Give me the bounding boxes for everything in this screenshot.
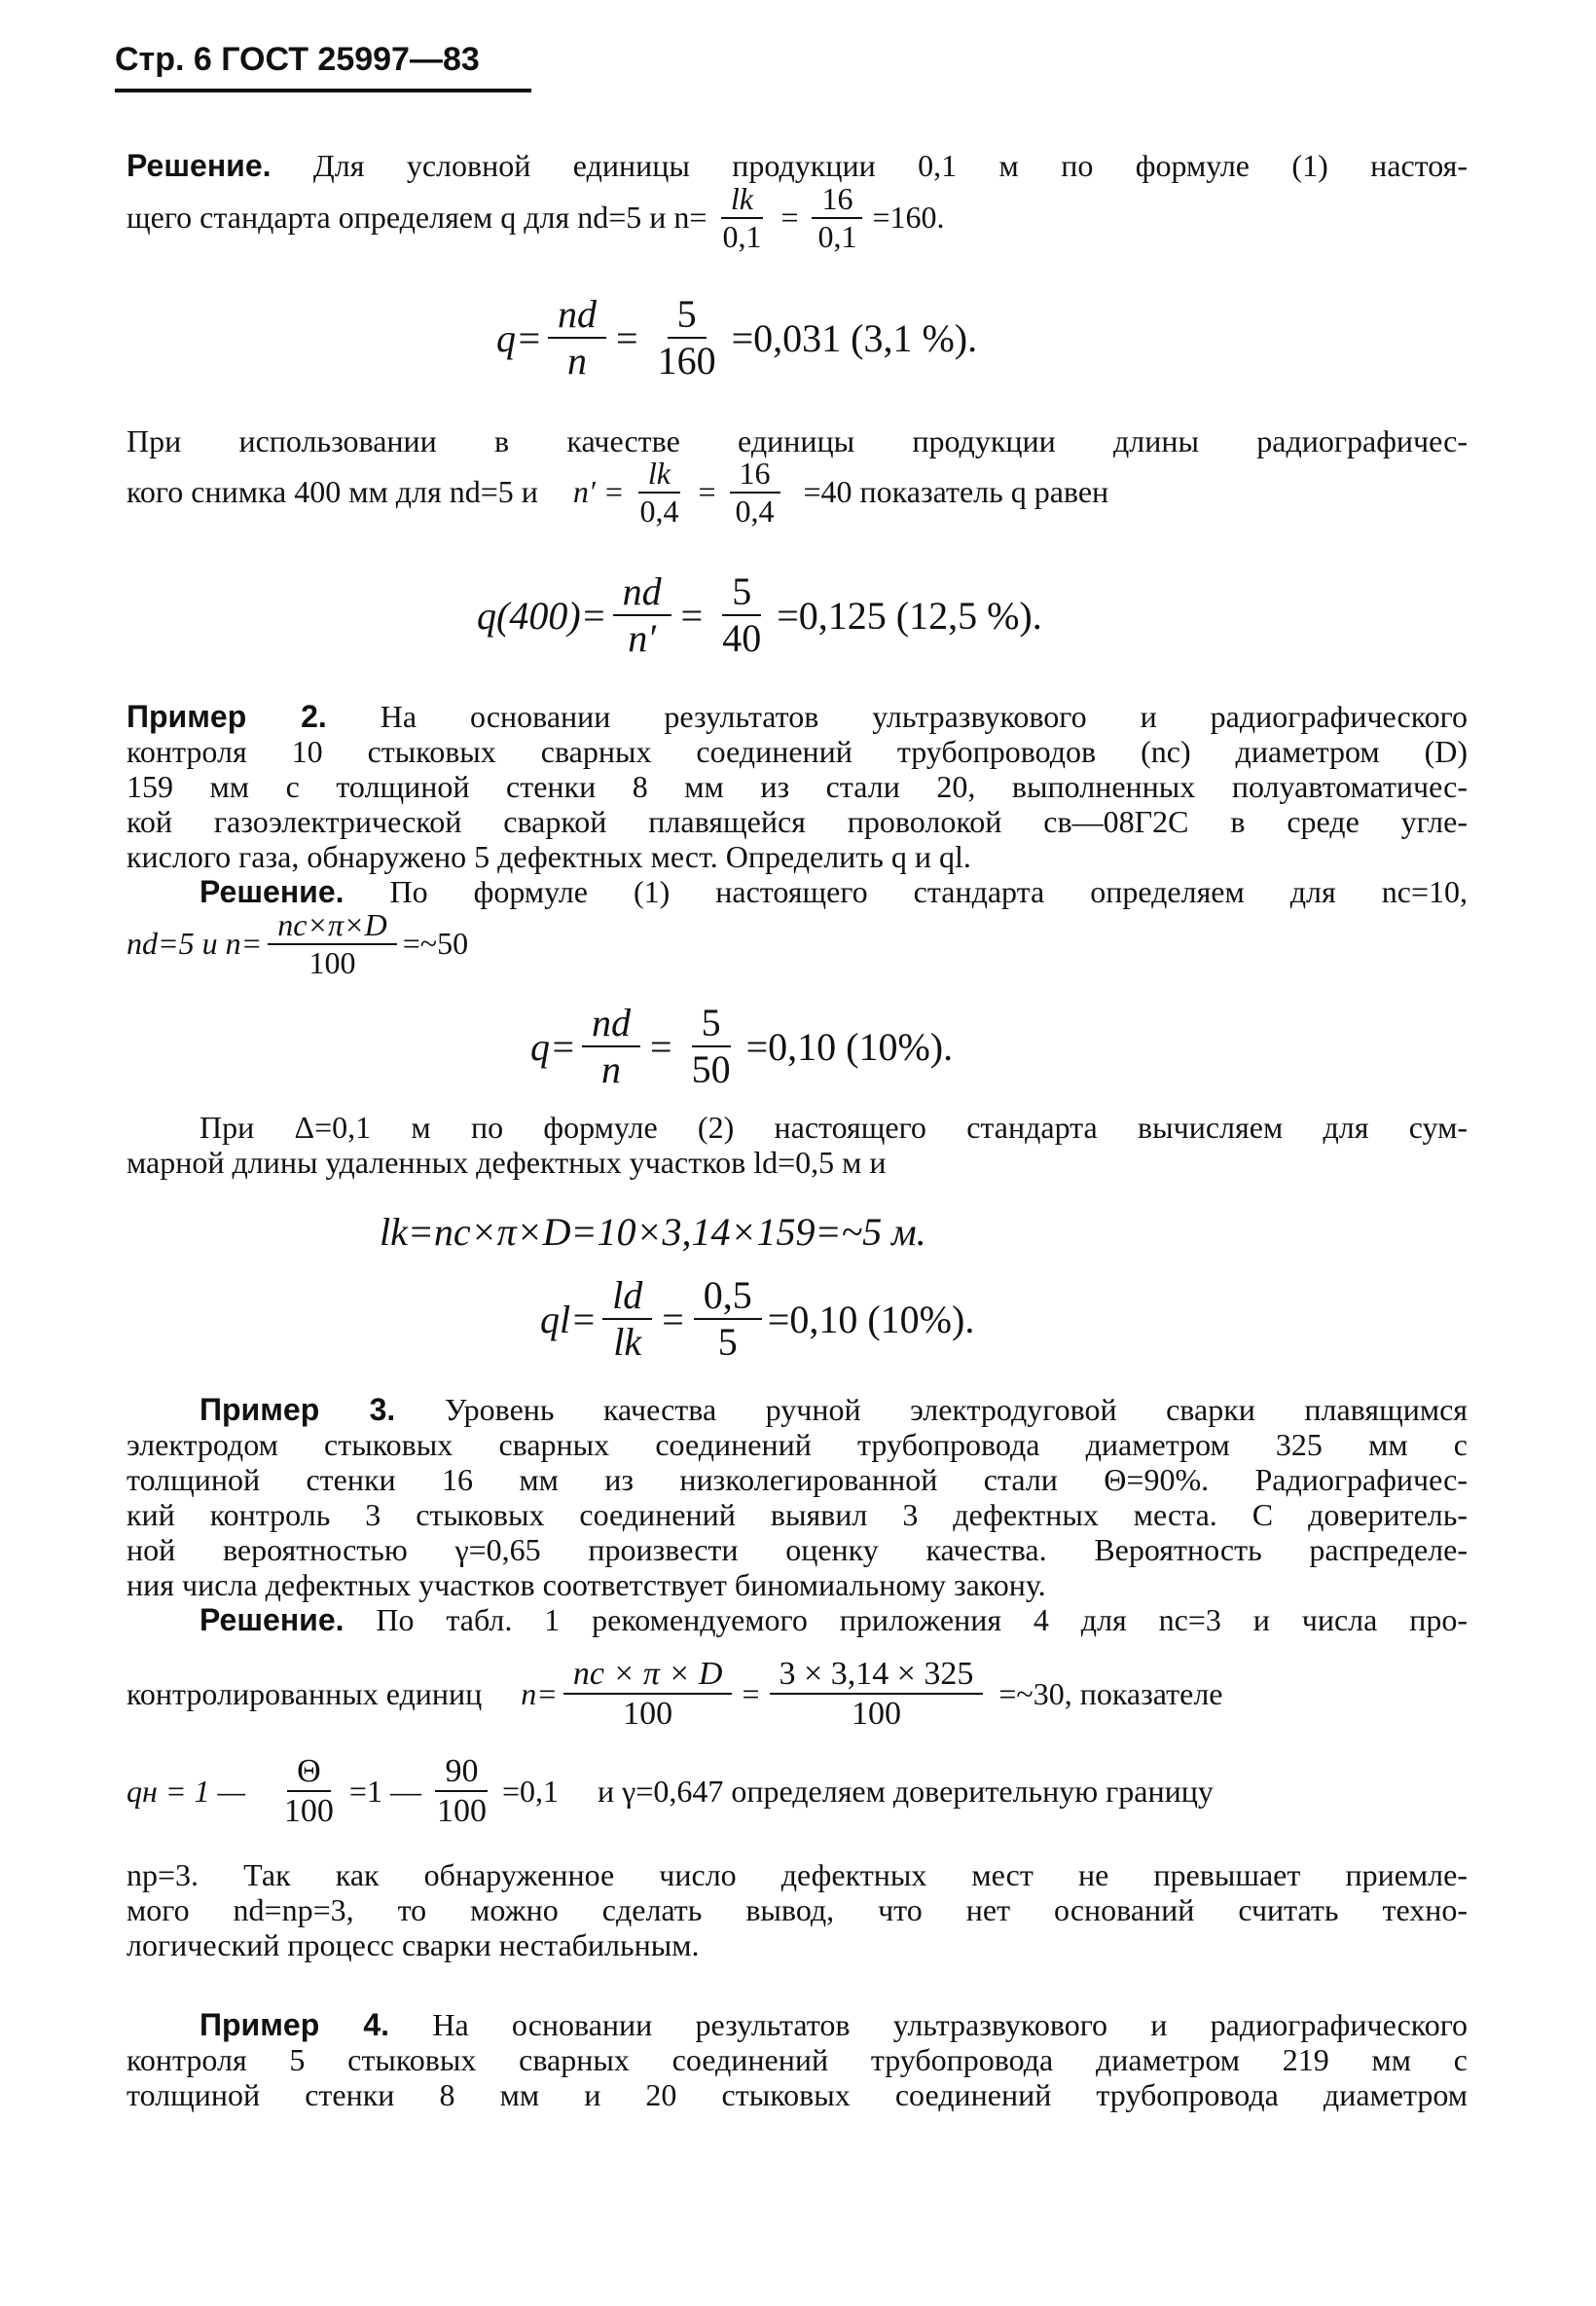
fraction-numerator: 16: [812, 181, 862, 219]
n-result: =~50: [402, 926, 469, 962]
fraction-denominator: n: [601, 1047, 621, 1091]
fraction-denominator: 0,4: [735, 493, 775, 529]
fraction-numerator: 3 × 3,14 × 325: [770, 1655, 984, 1695]
fraction-denominator: 0,1: [722, 218, 762, 254]
n-prime: n′ =: [572, 474, 625, 510]
ex3-line-4: кий контроль 3 стыковых соединений выявил 3 дефектных места. С доверитель-: [127, 1497, 1468, 1532]
formula-lhs: q=: [496, 315, 542, 360]
n-result: =~30, показателе: [998, 1675, 1223, 1711]
fraction-numerator: lk: [638, 456, 680, 494]
ctrl-prefix: контролированных единиц: [127, 1675, 483, 1711]
fraction-denominator: 100: [436, 1793, 487, 1830]
p400-tail: =40 показатель q равен: [803, 474, 1109, 510]
ex4-line-1: [200, 2007, 1468, 2043]
fraction: [630, 456, 688, 530]
ex4-text-1: На основании результатов ультразвукового и радиографического: [432, 2007, 1469, 2042]
ex2-solution-line: [200, 874, 1468, 910]
formula-result: =0,031 (3,1 %).: [731, 315, 978, 360]
fraction-denominator: 100: [283, 1793, 334, 1830]
formula-text: lk=nc×π×D=10×3,14×159=~5 м.: [380, 1210, 926, 1254]
equals-sign: =: [742, 1675, 760, 1711]
fraction-numerator: nd: [613, 569, 671, 616]
ex2-line-2: контроля 10 стыковых сварных соединений трубопроводов (nc) диаметром (D): [127, 734, 1468, 769]
example-label: Пример 3.: [200, 1392, 396, 1427]
fraction: [682, 1001, 741, 1092]
example-label: Пример 4.: [200, 2007, 390, 2042]
solution-label: Решение.: [200, 874, 345, 909]
fraction-numerator: nc×π×D: [268, 907, 397, 945]
qn-mid: =1 —: [348, 1773, 421, 1809]
fraction-numerator: Θ: [287, 1752, 331, 1792]
n-lhs: n=: [521, 1675, 558, 1711]
p400-line-1: При использовании в качестве единицы продукции длины радиографичес-: [127, 423, 1468, 458]
fraction: [726, 456, 784, 530]
sol1-result: =160.: [872, 200, 945, 236]
formula-q-ex2: [530, 1001, 953, 1092]
ex2-solution-text: По формуле (1) настоящего стандарта определяем для nc=10,: [389, 874, 1469, 909]
sol1-line-2: [127, 181, 945, 255]
page-header: Стр. 6 ГОСТ 25997—83: [115, 41, 531, 92]
qn-result: =0,1: [501, 1773, 560, 1809]
equals-sign: =: [680, 593, 704, 638]
ex3-line-6: ния числа дефектных участков соответствует биномиальному закону.: [127, 1567, 1046, 1602]
formula-result: =0,125 (12,5 %).: [777, 593, 1042, 638]
fraction-denominator: n′: [628, 616, 657, 660]
formula-lhs: q=: [530, 1024, 576, 1069]
formula-result: =0,10 (10%).: [745, 1024, 954, 1069]
fraction-denominator: lk: [613, 1320, 642, 1364]
ex2-delta-line-2: марной длины удаленных дефектных участков ld=0,5 м и: [127, 1145, 887, 1180]
fraction-numerator: lk: [721, 181, 763, 219]
formula-result: =0,10 (10%).: [767, 1297, 975, 1341]
ex2-n-line: [127, 907, 468, 981]
fraction: [563, 1655, 733, 1733]
fraction-denominator: 100: [308, 944, 356, 980]
sol1-text-2: щего стандарта определяем q для nd=5 и n=: [127, 200, 707, 236]
fraction-denominator: 40: [722, 616, 762, 660]
fraction-denominator: 100: [851, 1696, 901, 1733]
fraction-denominator: n: [567, 339, 587, 383]
fraction-denominator: 0,1: [817, 218, 857, 254]
fraction-numerator: 5: [692, 1001, 731, 1047]
fraction: [602, 1273, 652, 1365]
ex2-line-1: [127, 699, 1468, 735]
ex3-qn-line: [127, 1752, 1214, 1830]
fraction-numerator: 90: [435, 1752, 488, 1792]
fraction-numerator: 5: [668, 292, 707, 339]
fraction-numerator: nd: [548, 292, 606, 339]
qn-lhs: qн = 1 —: [127, 1773, 245, 1809]
fraction-numerator: 0,5: [694, 1273, 762, 1320]
ex2-text-1: На основании результатов ультразвукового и радиографического: [380, 699, 1468, 734]
ex3-line-3: толщиной стенки 16 мм из низколегированной стали Θ=90%. Радиографичес-: [127, 1462, 1468, 1497]
formula-q400: [477, 569, 1042, 661]
fraction: [712, 569, 771, 661]
equals-sign: =: [650, 1024, 672, 1069]
n-prefix: nd=5 и n=: [127, 926, 263, 962]
fraction: [427, 1752, 496, 1830]
formula-ql: [540, 1273, 974, 1365]
ex4-line-2: контроля 5 стыковых сварных соединений трубопровода диаметром 219 мм с: [127, 2042, 1468, 2077]
fraction-numerator: nc × π × D: [563, 1655, 733, 1695]
ex3-text-1: Уровень качества ручной электродуговой сварки плавящимся: [444, 1392, 1469, 1427]
fraction: [648, 292, 726, 384]
ex2-line-4: кой газоэлектрической сваркой плавящейся проволокой св—08Г2С в среде угле-: [127, 804, 1468, 839]
ex3-line-5: ной вероятностью γ=0,65 произвести оценку качества. Вероятность распределе-: [127, 1532, 1468, 1567]
ex3-np-line-3: логический процесс сварки нестабильным.: [127, 1927, 700, 1962]
fraction-denominator: 50: [691, 1047, 731, 1091]
formula-lhs: ql=: [540, 1297, 598, 1341]
solution-label: Решение.: [200, 1602, 345, 1637]
fraction: [268, 907, 397, 981]
ex3-np-line-2: мого nd=np=3, то можно сделать вывод, что нет оснований считать техно-: [127, 1892, 1468, 1927]
fraction-denominator: 100: [623, 1696, 673, 1733]
ex3-solution-text: По табл. 1 рекомендуемого приложения 4 для nc=3 и числа про-: [376, 1602, 1468, 1637]
fraction-numerator: 5: [722, 569, 761, 616]
sol1-line-1: [127, 148, 1468, 184]
equals-sign: =: [780, 200, 799, 236]
ex3-n-line: [127, 1655, 1223, 1733]
equals-sign: =: [698, 474, 716, 510]
ex3-line-1: [200, 1392, 1468, 1428]
fraction-denominator: 5: [717, 1320, 738, 1364]
solution-label: Решение.: [127, 148, 272, 183]
p400-text-2: кого снимка 400 мм для nd=5 и: [127, 474, 538, 510]
fraction: [613, 569, 671, 661]
qn-tail: и γ=0,647 определяем доверительную границу: [598, 1773, 1214, 1809]
sol1-text-1: Для условной единицы продукции 0,1 м по формуле (1) настоя-: [312, 148, 1469, 183]
fraction: [808, 181, 866, 255]
fraction-numerator: nd: [582, 1001, 640, 1047]
fraction: [548, 292, 606, 384]
ex3-np-line-1: np=3. Так как обнаруженное число дефектных мест не превышает приемле-: [127, 1857, 1468, 1892]
fraction: [694, 1273, 762, 1365]
fraction-numerator: 16: [730, 456, 780, 494]
ex2-line-5: кислого газа, обнаружено 5 дефектных мест. Определить q и ql.: [127, 839, 971, 874]
ex4-line-3: толщиной стенки 8 мм и 20 стыковых соединений трубопровода диаметром: [127, 2077, 1468, 2112]
example-label: Пример 2.: [127, 699, 327, 734]
ex2-delta-line-1: При Δ=0,1 м по формуле (2) настоящего стандарта вычисляем для сум-: [200, 1110, 1468, 1145]
ex2-line-3: 159 мм с толщиной стенки 8 мм из стали 20, выполненных полуавтоматичес-: [127, 769, 1468, 804]
fraction-numerator: ld: [602, 1273, 652, 1320]
formula-lhs: q(400)=: [477, 593, 607, 638]
formula-lk: [380, 1209, 926, 1255]
fraction: [274, 1752, 344, 1830]
ex3-solution-line: [200, 1602, 1468, 1638]
formula-q: [496, 292, 977, 384]
fraction: [582, 1001, 640, 1092]
fraction: [770, 1655, 984, 1733]
equals-sign: =: [662, 1297, 684, 1341]
fraction: [712, 181, 771, 255]
p400-line-2: [127, 456, 1108, 530]
equals-sign: =: [616, 315, 638, 360]
fraction-denominator: 0,4: [639, 493, 679, 529]
fraction-denominator: 160: [657, 339, 716, 383]
ex3-line-2: электродом стыковых сварных соединений трубопровода диаметром 325 мм с: [127, 1427, 1468, 1462]
